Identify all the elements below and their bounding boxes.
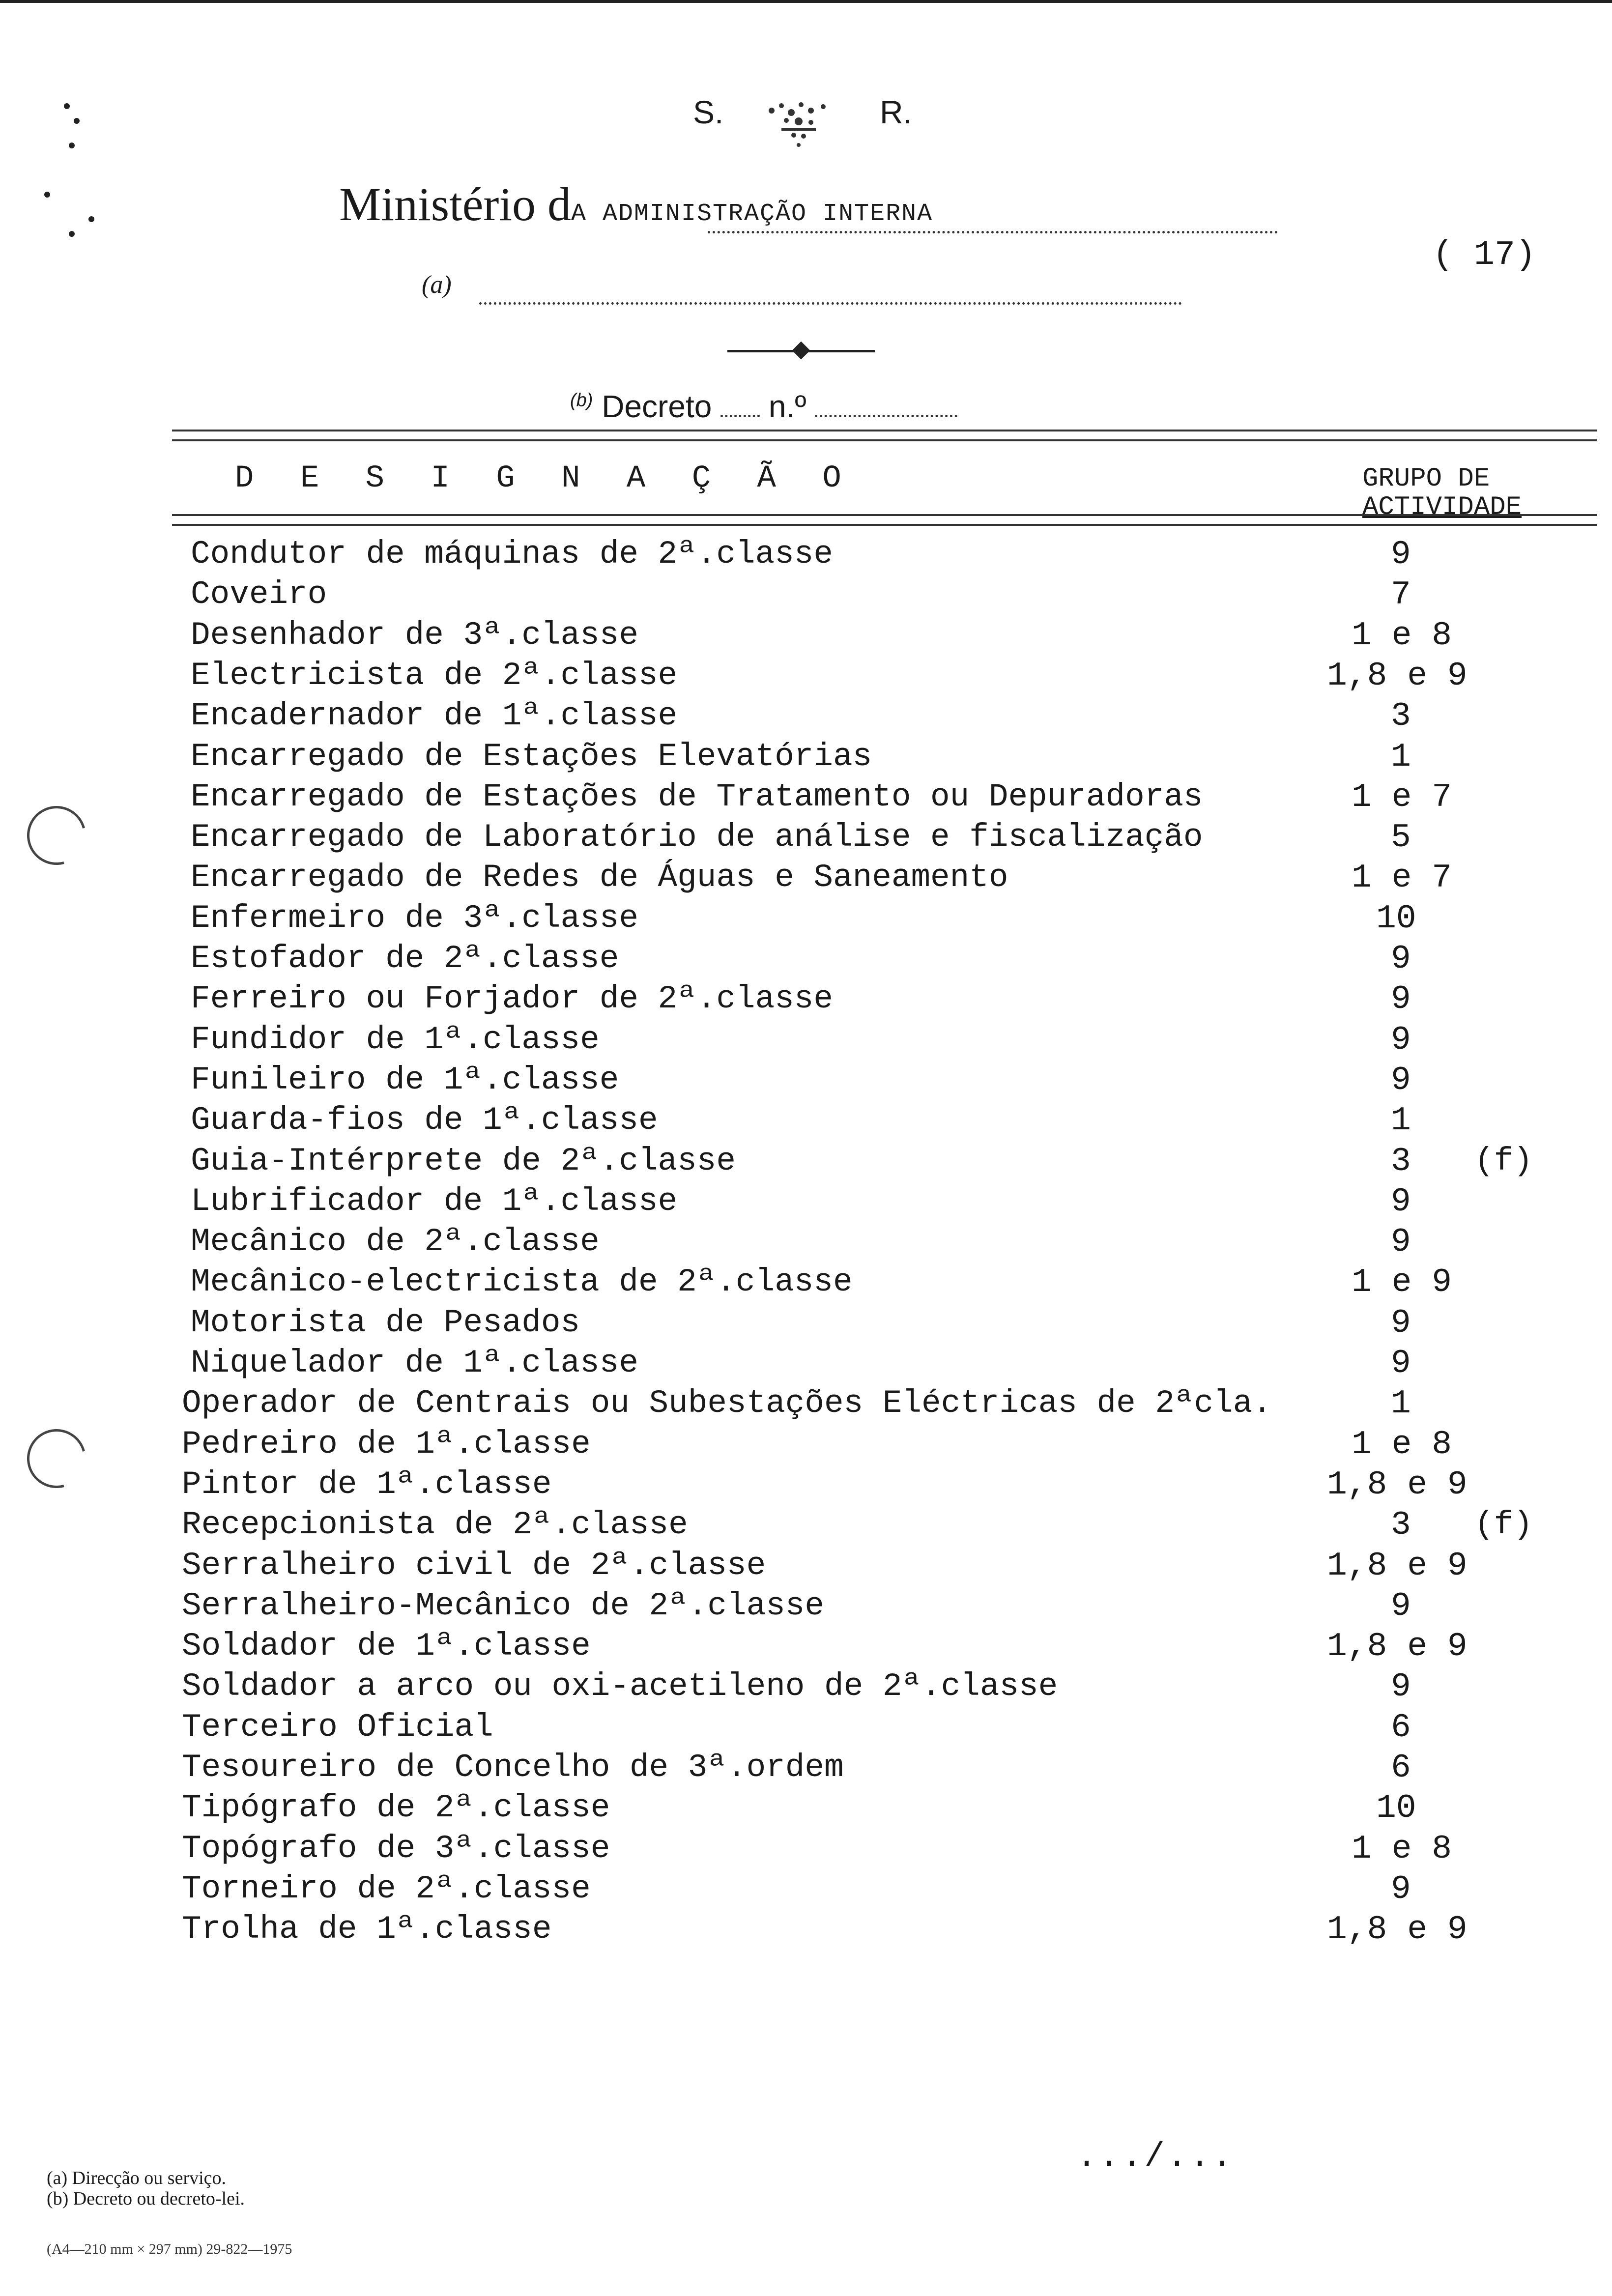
designacao-cell: Motorista de Pesados	[191, 1304, 580, 1341]
margin-speck	[69, 231, 75, 237]
grupo-cell: 1	[1391, 738, 1411, 776]
grupo-cell: 9	[1391, 1304, 1411, 1342]
table-row	[0, 1830, 1612, 1869]
designacao-cell: Niquelador de 1ª.classe	[191, 1345, 638, 1381]
table-row	[0, 1709, 1612, 1748]
grupo-cell: 1 e 9	[1352, 1263, 1452, 1301]
sr-letter-r: R.	[880, 94, 912, 130]
footnote-a: (a) Direcção ou serviço.	[47, 2168, 227, 2188]
margin-speck	[74, 118, 80, 124]
decreto-number-label: n.º	[768, 389, 806, 424]
designacao-cell: Encadernador de 1ª.classe	[191, 697, 678, 734]
designacao-cell: Topógrafo de 3ª.classe	[182, 1830, 610, 1867]
table-row	[0, 576, 1612, 615]
grupo-cell: 9	[1391, 1183, 1411, 1221]
table-row	[0, 1870, 1612, 1910]
table-row	[0, 859, 1612, 898]
designacao-cell: Torneiro de 2ª.classe	[182, 1870, 591, 1907]
grupo-cell: 9	[1391, 1062, 1411, 1099]
table-row	[0, 1183, 1612, 1222]
table-row	[0, 1749, 1612, 1788]
table-row	[0, 1345, 1612, 1384]
designacao-cell: Encarregado de Redes de Águas e Saneamento	[191, 859, 1008, 896]
margin-speck	[44, 192, 50, 198]
margin-speck	[88, 216, 94, 222]
table-row	[0, 1466, 1612, 1505]
ministry-name: A ADMINISTRAÇÃO INTERNA	[571, 200, 933, 228]
page-top-border	[0, 0, 1612, 3]
table-row	[0, 657, 1612, 696]
grupo-cell: 9	[1391, 940, 1411, 978]
column-header-grupo	[1362, 465, 1569, 522]
grupo-cell: 1 e 8	[1352, 617, 1452, 655]
grupo-cell: 1 e 8	[1352, 1830, 1452, 1868]
designacao-cell: Soldador de 1ª.classe	[182, 1628, 591, 1665]
direction-marker: (a)	[422, 271, 452, 299]
designacao-cell: Soldador a arco ou oxi-acetileno de 2ª.classe	[182, 1668, 1058, 1705]
table-row	[0, 1263, 1612, 1303]
table-row	[0, 1789, 1612, 1829]
designacao-cell: Funileiro de 1ª.classe	[191, 1062, 619, 1098]
designacao-cell: Mecânico-electricista de 2ª.classe	[191, 1263, 853, 1300]
decreto-label: Decreto	[602, 389, 712, 424]
note-cell: (f)	[1474, 1143, 1533, 1179]
decreto-blank-2	[815, 410, 957, 417]
grupo-cell: 3	[1391, 1143, 1411, 1180]
grupo-cell: 7	[1391, 576, 1411, 614]
table-row	[0, 1506, 1612, 1546]
table-row	[0, 1628, 1612, 1667]
designacao-cell: Serralheiro civil de 2ª.classe	[182, 1547, 766, 1584]
table-row	[0, 819, 1612, 858]
ministry-prefix: Ministério d	[339, 178, 571, 230]
decreto-line	[570, 388, 957, 425]
table-row	[0, 1385, 1612, 1424]
page-number: ( 17)	[1433, 236, 1536, 275]
designacao-cell: Serralheiro-Mecânico de 2ª.classe	[182, 1587, 825, 1624]
grupo-cell: 1,8 e 9	[1327, 1547, 1468, 1585]
ministry-heading	[339, 177, 933, 231]
column-header-grupo-line1: GRUPO DE	[1362, 464, 1490, 494]
table-row	[0, 1102, 1612, 1141]
grupo-cell: 1 e 7	[1352, 778, 1452, 816]
table-row	[0, 1223, 1612, 1263]
grupo-cell: 10	[1376, 900, 1416, 938]
footnote-b: (b) Decreto ou decreto-lei.	[47, 2188, 245, 2209]
table-row	[0, 1668, 1612, 1707]
grupo-cell: 1 e 7	[1352, 859, 1452, 897]
margin-speck	[69, 143, 75, 148]
designacao-cell: Terceiro Oficial	[182, 1709, 493, 1746]
grupo-cell: 9	[1391, 1021, 1411, 1059]
designacao-cell: Encarregado de Estações de Tratamento ou Depuradoras	[191, 778, 1203, 815]
designacao-cell: Encarregado de Estações Elevatórias	[191, 738, 872, 775]
designacao-cell: Pintor de 1ª.classe	[182, 1466, 552, 1503]
ornament-diamond	[792, 342, 810, 360]
grupo-cell: 1,8 e 9	[1327, 657, 1468, 695]
designacao-cell: Recepcionista de 2ª.classe	[182, 1506, 688, 1543]
grupo-cell: 1,8 e 9	[1327, 1628, 1468, 1665]
table-row	[0, 1304, 1612, 1344]
designacao-cell: Fundidor de 1ª.classe	[191, 1021, 600, 1058]
grupo-cell: 3	[1391, 697, 1411, 735]
designacao-cell: Tipógrafo de 2ª.classe	[182, 1789, 610, 1826]
column-header-grupo-line2: ACTIVIDADE	[1362, 492, 1522, 522]
designacao-cell: Electricista de 2ª.classe	[191, 657, 678, 694]
decreto-blank-1	[720, 410, 760, 417]
decreto-marker: (b)	[570, 390, 593, 411]
designacao-cell: Enfermeiro de 3ª.classe	[191, 900, 638, 937]
designacao-cell: Guarda-fios de 1ª.classe	[191, 1102, 658, 1139]
table-row	[0, 940, 1612, 979]
grupo-cell: 9	[1391, 1587, 1411, 1625]
designacao-cell: Condutor de máquinas de 2ª.classe	[191, 536, 834, 573]
designacao-cell: Lubrificador de 1ª.classe	[191, 1183, 678, 1220]
grupo-cell: 1	[1391, 1102, 1411, 1140]
table-row	[0, 1547, 1612, 1586]
designacao-cell: Desenhador de 3ª.classe	[191, 617, 638, 654]
table-row	[0, 1143, 1612, 1182]
table-row	[0, 536, 1612, 575]
grupo-cell: 9	[1391, 1345, 1411, 1382]
table-row	[0, 980, 1612, 1020]
continuation-mark: .../...	[1076, 2138, 1235, 2177]
designacao-cell: Pedreiro de 1ª.classe	[182, 1426, 591, 1463]
designacao-cell: Encarregado de Laboratório de análise e fiscalização	[191, 819, 1203, 856]
table-row	[0, 1426, 1612, 1465]
form-code: (A4—210 mm × 297 mm) 29-822—1975	[47, 2241, 292, 2257]
designacao-cell: Coveiro	[191, 576, 327, 613]
grupo-cell: 6	[1391, 1749, 1411, 1787]
grupo-cell: 9	[1391, 1668, 1411, 1706]
table-row	[0, 1587, 1612, 1627]
designacao-cell: Mecânico de 2ª.classe	[191, 1223, 600, 1260]
grupo-cell: 9	[1391, 1223, 1411, 1261]
designacao-cell: Ferreiro ou Forjador de 2ª.classe	[191, 980, 834, 1017]
grupo-cell: 10	[1376, 1789, 1416, 1827]
grupo-cell: 6	[1391, 1709, 1411, 1747]
grupo-cell: 5	[1391, 819, 1411, 857]
note-cell: (f)	[1474, 1506, 1533, 1543]
grupo-cell: 9	[1391, 980, 1411, 1018]
table-row	[0, 900, 1612, 939]
grupo-cell: 1	[1391, 1385, 1411, 1423]
designacao-cell: Trolha de 1ª.classe	[182, 1911, 552, 1948]
table-row	[0, 1062, 1612, 1101]
table-row	[0, 738, 1612, 777]
table-top-rule	[172, 430, 1597, 441]
table-row	[0, 617, 1612, 656]
grupo-cell: 1,8 e 9	[1327, 1911, 1468, 1949]
grupo-cell: 9	[1391, 536, 1411, 574]
margin-speck	[64, 103, 70, 109]
direction-dotted-line	[479, 302, 1182, 305]
designacao-cell: Guia-Intérprete de 2ª.classe	[191, 1143, 736, 1179]
ministry-dotted-line	[708, 231, 1278, 233]
table-row	[0, 1911, 1612, 1950]
table-row	[0, 778, 1612, 818]
designacao-cell: Estofador de 2ª.classe	[191, 940, 619, 977]
coat-of-arms-icon	[752, 91, 845, 155]
table-row	[0, 1021, 1612, 1061]
designacao-cell: Operador de Centrais ou Subestações Eléctricas de 2ªcla.	[182, 1385, 1272, 1422]
grupo-cell: 1,8 e 9	[1327, 1466, 1468, 1504]
grupo-cell: 9	[1391, 1870, 1411, 1908]
table-row	[0, 697, 1612, 737]
grupo-cell: 1 e 8	[1352, 1426, 1452, 1464]
grupo-cell: 3	[1391, 1506, 1411, 1544]
column-header-designacao: D E S I G N A Ç Ã O	[235, 461, 855, 496]
sr-letter-s: S.	[693, 94, 724, 130]
table-header-rule	[172, 514, 1597, 526]
designacao-cell: Tesoureiro de Concelho de 3ª.ordem	[182, 1749, 844, 1786]
